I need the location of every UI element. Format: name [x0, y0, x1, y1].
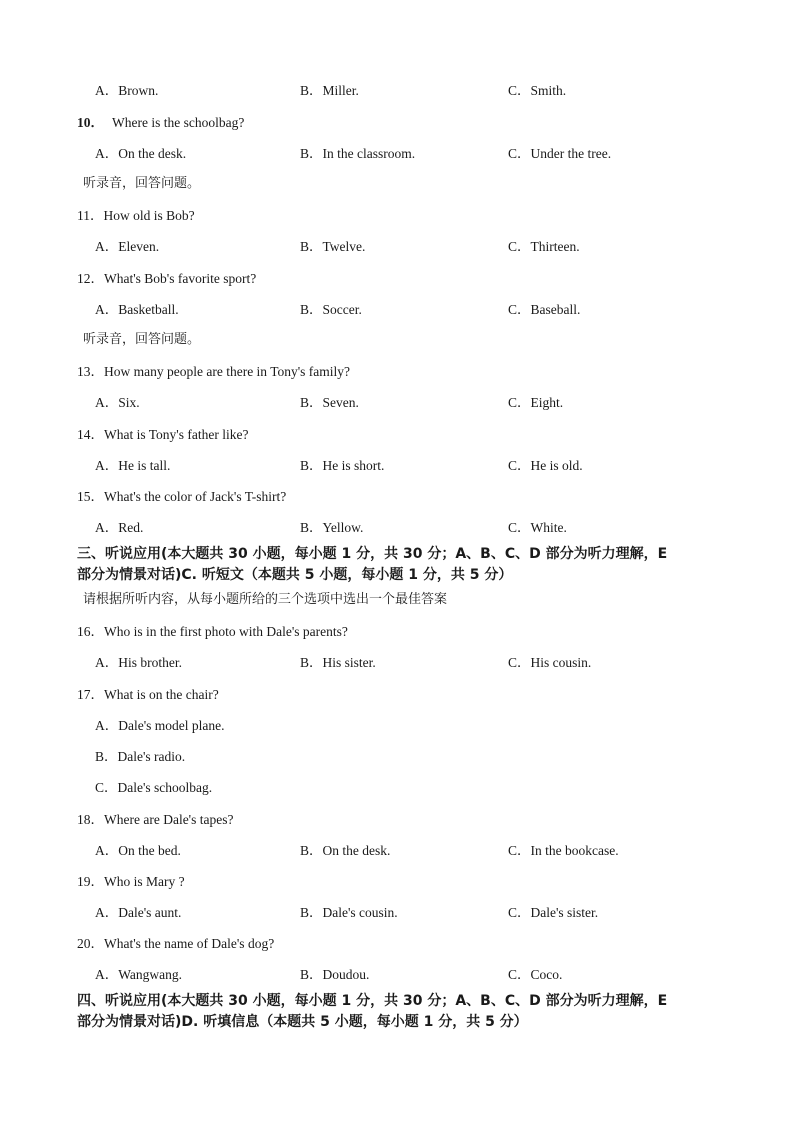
- q10-option-c: C．Under the tree.: [508, 146, 612, 161]
- q12-option-a: A．Basketball.: [95, 302, 179, 317]
- q18-option-a: A．On the bed.: [95, 843, 181, 858]
- instruction-listen-2: 听录音，回答问题。: [83, 332, 201, 347]
- q14-option-b: B．He is short.: [300, 458, 385, 473]
- q11-question: 11．How old is Bob?: [77, 208, 195, 223]
- q11-option-a: A．Eleven.: [95, 239, 160, 254]
- q10-option-a: A．On the desk.: [95, 146, 187, 161]
- instruction-listen-1: 听录音，回答问题。: [83, 176, 201, 191]
- q19-option-a: A．Dale's aunt.: [95, 905, 182, 920]
- q20-option-b: B．Doudou.: [300, 967, 370, 982]
- q19-question: 19．Who is Mary ?: [77, 874, 185, 889]
- q19-option-c: C．Dale's sister.: [508, 905, 599, 920]
- q14-question: 14．What is Tony's father like?: [77, 427, 249, 442]
- q11-option-b: B．Twelve.: [300, 239, 366, 254]
- q13-question: 13．How many people are there in Tony's family?: [77, 364, 351, 379]
- q10-number: 10．: [77, 115, 104, 130]
- q15-option-b: B．Yellow.: [300, 520, 364, 535]
- section-3-heading-line-1: 三、听说应用(本大题共 30 小题，每小题 1 分，共 30 分；A、B、C、D 部分为听力理解，E: [77, 546, 668, 562]
- q9-option-c: C．Smith.: [508, 83, 567, 98]
- q17-option-b: B．Dale's radio.: [95, 749, 186, 764]
- q12-option-b: B．Soccer.: [300, 302, 362, 317]
- section-3-heading-line-2: 部分为情景对话)C. 听短文（本题共 5 小题，每小题 1 分，共 5 分）: [77, 567, 513, 583]
- q10-question: [77, 116, 244, 130]
- q10-text: Where is the schoolbag?: [112, 115, 245, 130]
- q9-option-a: A．Brown.: [95, 83, 159, 98]
- q12-option-c: C．Baseball.: [508, 302, 581, 317]
- q14-option-a: A．He is tall.: [95, 458, 171, 473]
- q18-question: 18．Where are Dale's tapes?: [77, 812, 234, 827]
- q9-option-b: B．Miller.: [300, 83, 359, 98]
- q16-option-a: A．His brother.: [95, 655, 182, 670]
- q13-option-b: B．Seven.: [300, 395, 359, 410]
- q16-option-b: B．His sister.: [300, 655, 376, 670]
- q20-option-c: C．Coco.: [508, 967, 563, 982]
- section-4-heading-line-2: 部分为情景对话)D. 听填信息（本题共 5 小题，每小题 1 分，共 5 分）: [77, 1014, 528, 1030]
- q17-question: 17．What is on the chair?: [77, 687, 219, 702]
- q20-question: 20．What's the name of Dale's dog?: [77, 936, 275, 951]
- q13-option-c: C．Eight.: [508, 395, 564, 410]
- q16-option-c: C．His cousin.: [508, 655, 592, 670]
- q17-option-a: A．Dale's model plane.: [95, 718, 225, 733]
- q11-option-c: C．Thirteen.: [508, 239, 580, 254]
- q18-option-c: C．In the bookcase.: [508, 843, 619, 858]
- section-3-instruction: 请根据所听内容，从每小题所给的三个选项中选出一个最佳答案: [83, 592, 448, 607]
- q14-option-c: C．He is old.: [508, 458, 583, 473]
- q12-question: 12．What's Bob's favorite sport?: [77, 271, 257, 286]
- q19-option-b: B．Dale's cousin.: [300, 905, 398, 920]
- q20-option-a: A．Wangwang.: [95, 967, 183, 982]
- q17-option-c: C．Dale's schoolbag.: [95, 780, 213, 795]
- q16-question: 16．Who is in the first photo with Dale's parents?: [77, 624, 348, 639]
- q15-option-c: C．White.: [508, 520, 567, 535]
- q10-option-b: B．In the classroom.: [300, 146, 416, 161]
- section-4-heading-line-1: 四、听说应用(本大题共 30 小题，每小题 1 分，共 30 分；A、B、C、D 部分为听力理解，E: [77, 993, 668, 1009]
- q18-option-b: B．On the desk.: [300, 843, 391, 858]
- q13-option-a: A．Six.: [95, 395, 140, 410]
- q15-option-a: A．Red.: [95, 520, 144, 535]
- q15-question: 15．What's the color of Jack's T-shirt?: [77, 489, 287, 504]
